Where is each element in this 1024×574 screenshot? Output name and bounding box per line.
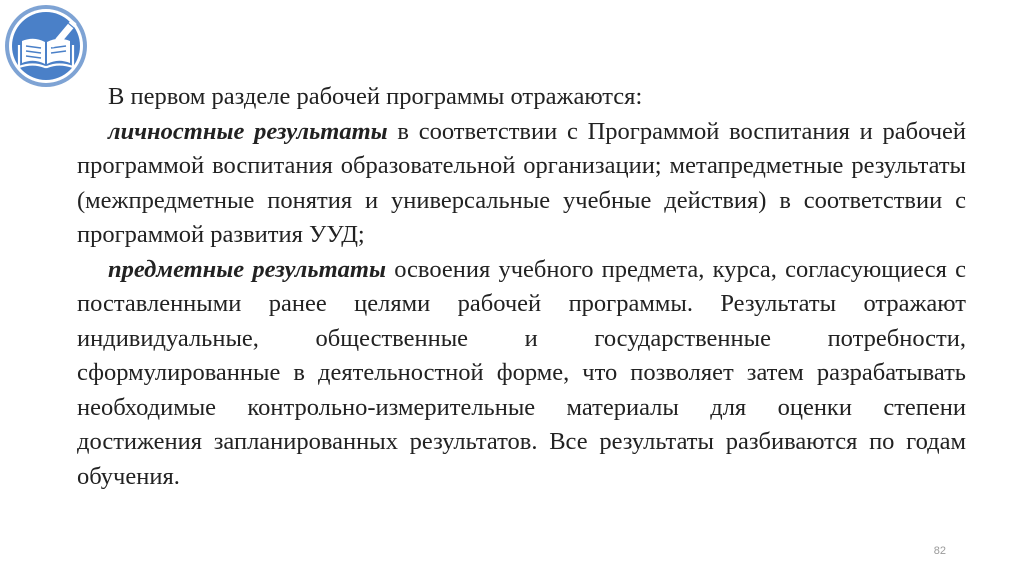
slide-text [77, 80, 966, 494]
open-book-with-pen-icon [4, 4, 88, 88]
term-personal-results: личностные результаты [108, 117, 388, 145]
term-subject-results: предметные результаты [108, 255, 386, 283]
paragraph-subject-results-text: освоения учебного предмета, курса, согласующиеся с поставленными ранее целями рабочей программы. Результаты отражают индивидуальные, общественные и государственные потребности, сформулированные в деятельностной форме, что позволяет затем разрабатывать необходимые контрольно-измерительные материалы для оценки степени достижения запланированных результатов. Все результаты разбиваются по годам обучения. [77, 255, 966, 490]
paragraph-personal-results-text: в соответствии с Программой воспитания и рабочей программой воспитания образовательной организации; метапредметные результаты (межпредметные понятия и универсальные учебные действия) в соответствии с программой развития УУД; [77, 117, 967, 248]
page-number: 82 [933, 545, 946, 557]
paragraph-personal-results [77, 115, 966, 253]
intro-line: В первом разделе рабочей программы отражаются: [108, 83, 643, 110]
logo [4, 4, 88, 88]
paragraph-subject-results [77, 253, 966, 495]
